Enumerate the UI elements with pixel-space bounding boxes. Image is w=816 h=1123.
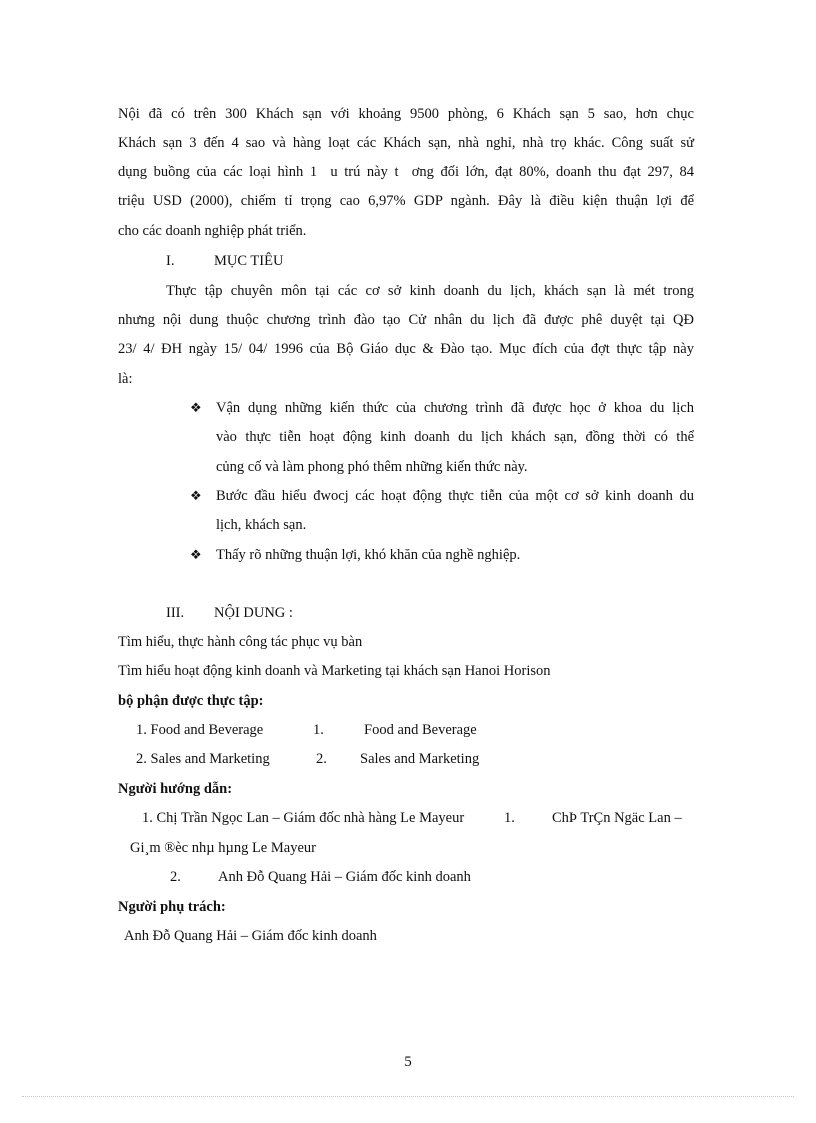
department-2: 2. Sales and Marketing bbox=[136, 751, 270, 767]
responsible-name: Anh Đỗ Quang Hải – Giám đốc kinh doanh bbox=[124, 928, 377, 944]
supervisor-1-garbled: ChÞ TrÇn Ngäc Lan – bbox=[552, 810, 682, 826]
section1-para-line-2: nhưng nội dung thuộc chương trình đào tạo Cử nhân du lịch đã được phê duyệt tại QĐ bbox=[118, 312, 694, 328]
diamond-bullet-icon: ❖ bbox=[190, 547, 202, 562]
bullet-2-line-2: lịch, khách sạn. bbox=[216, 517, 307, 533]
diamond-bullet-icon: ❖ bbox=[190, 488, 202, 503]
department-1: 1. Food and Beverage bbox=[136, 722, 264, 738]
section1-para-line-1: Thực tập chuyên môn tại các cơ sở kinh doanh du lịch, khách sạn là mét trong bbox=[166, 283, 694, 299]
department-2-number: 2. bbox=[316, 751, 327, 767]
bullet-2-line-1: Bước đầu hiểu đwocj các hoạt động thực tiễn của một cơ sở kinh doanh du bbox=[216, 488, 694, 504]
departments-heading: bộ phận được thực tập: bbox=[118, 693, 264, 709]
responsible-heading: Người phụ trách: bbox=[118, 899, 226, 915]
section3-number: III. bbox=[166, 605, 185, 621]
department-2-duplicate: Sales and Marketing bbox=[360, 751, 480, 767]
section1-title: MỤC TIÊU bbox=[214, 253, 284, 269]
department-1-duplicate: Food and Beverage bbox=[364, 722, 477, 738]
intro-line-5: cho các doanh nghiệp phát triển. bbox=[118, 223, 307, 239]
supervisor-2: Anh Đỗ Quang Hải – Giám đốc kinh doanh bbox=[218, 869, 471, 885]
bullet-3-line-1: Thấy rõ những thuận lợi, khó khăn của nghề nghiệp. bbox=[216, 547, 521, 563]
intro-line-4: triệu USD (2000), chiếm tỉ trọng cao 6,97% GDP ngành. Đây là điều kiện thuận lợi để bbox=[118, 193, 694, 209]
footer-divider bbox=[22, 1096, 794, 1097]
diamond-bullet-icon: ❖ bbox=[190, 400, 202, 415]
supervisor-2-number: 2. bbox=[170, 869, 181, 885]
section1-number: I. bbox=[166, 253, 175, 269]
section3-title: NỘI DUNG : bbox=[214, 605, 293, 621]
department-1-number: 1. bbox=[313, 722, 324, 738]
supervisor-1-garbled-continued: Gi¸m ®èc nhµ hµng Le Mayeur bbox=[130, 840, 316, 856]
intro-line-2: Khách sạn 3 đến 4 sao và hàng loạt các Khách sạn, nhà nghỉ, nhà trọ khác. Công suất sử bbox=[118, 135, 694, 151]
task-2: Tìm hiểu hoạt động kinh doanh và Marketing tại khách sạn Hanoi Horison bbox=[118, 663, 551, 679]
supervisor-1: 1. Chị Trần Ngọc Lan – Giám đốc nhà hàng Le Mayeur bbox=[142, 810, 465, 826]
bullet-1-line-2: vào thực tiễn hoạt động kinh doanh du lịch khách sạn, đồng thời có thể bbox=[216, 429, 694, 445]
supervisor-1-number: 1. bbox=[504, 810, 515, 826]
supervisors-heading: Người hướng dẫn: bbox=[118, 781, 233, 797]
bullet-1-line-1: Vận dụng những kiến thức của chương trình đã được học ở khoa du lịch bbox=[216, 400, 694, 416]
section1-para-line-3: 23/ 4/ ĐH ngày 15/ 04/ 1996 của Bộ Giáo dục & Đào tạo. Mục đích của đợt thực tập này bbox=[118, 341, 694, 357]
intro-line-3: dụng buồng của các loại hình 1 u trú này t ơng đối lớn, đạt 80%, doanh thu đạt 297, 84 bbox=[118, 164, 694, 180]
intro-line-1: Nội đã có trên 300 Khách sạn với khoảng 9500 phòng, 6 Khách sạn 5 sao, hơn chục bbox=[118, 106, 694, 122]
section1-para-line-4: là: bbox=[118, 371, 133, 387]
page-number: 5 bbox=[404, 1054, 412, 1070]
task-1: Tìm hiểu, thực hành công tác phục vụ bàn bbox=[118, 634, 363, 650]
bullet-1-line-3: củng cố và làm phong phó thêm những kiến thức này. bbox=[216, 459, 528, 475]
